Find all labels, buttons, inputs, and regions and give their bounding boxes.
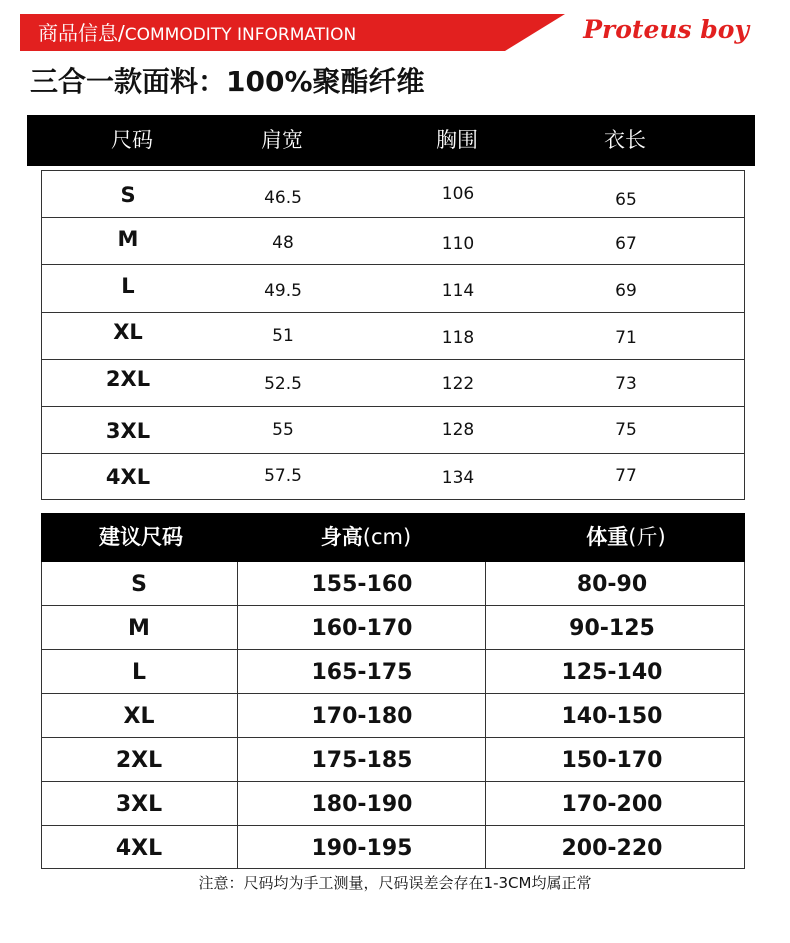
row-weight: 170-200 — [561, 792, 663, 817]
row-weight: 200-220 — [561, 836, 663, 861]
row-shoulder: 48 — [272, 233, 294, 253]
row-length: 77 — [615, 466, 637, 486]
row-shoulder: 51 — [272, 326, 294, 346]
row-length: 65 — [615, 190, 637, 210]
table-row — [42, 407, 744, 454]
table-row — [42, 738, 744, 782]
banner-title-en: COMMODITY INFORMATION — [124, 25, 357, 45]
banner-title-cn: 商品信息/ — [38, 21, 125, 45]
table-row — [42, 694, 744, 738]
measure-table-header — [27, 115, 755, 166]
row-height: 180-190 — [311, 792, 413, 817]
row-height: 170-180 — [311, 704, 413, 729]
row-size: 2XL — [115, 748, 163, 773]
header-weight-unit: (斤) — [628, 525, 666, 549]
row-shoulder: 52.5 — [264, 374, 302, 394]
row-height: 175-185 — [311, 748, 413, 773]
header-weight — [551, 513, 701, 562]
header-length: 衣长 — [604, 128, 646, 152]
row-length: 67 — [615, 234, 637, 254]
row-chest: 118 — [441, 328, 475, 348]
table-row — [42, 171, 744, 218]
measurement-note: 注意：尺码均为手工测量，尺码误差会存在1-3CM均属正常 — [198, 874, 592, 892]
row-weight: 90-125 — [569, 616, 655, 641]
table-row — [42, 782, 744, 826]
row-height: 190-195 — [311, 836, 413, 861]
row-size: L — [121, 274, 135, 298]
header-size: 尺码 — [111, 128, 153, 152]
row-height: 160-170 — [311, 616, 413, 641]
row-chest: 122 — [441, 374, 475, 394]
row-chest: 134 — [441, 468, 475, 488]
row-size: S — [120, 183, 136, 207]
row-size: L — [131, 660, 147, 685]
row-size: 3XL — [105, 419, 151, 443]
header-chest: 胸围 — [436, 128, 478, 152]
row-height: 155-160 — [311, 572, 413, 597]
row-size: M — [117, 227, 139, 251]
recommend-table-header — [41, 513, 745, 562]
header-weight-label: 体重 — [586, 525, 629, 549]
table-row — [42, 606, 744, 650]
row-shoulder: 57.5 — [264, 466, 302, 486]
banner-title — [38, 14, 356, 51]
row-weight: 125-140 — [561, 660, 663, 685]
row-size: XL — [123, 704, 155, 729]
row-length: 69 — [615, 281, 637, 301]
row-chest: 110 — [441, 234, 475, 254]
table-row — [42, 826, 744, 869]
row-length: 73 — [615, 374, 637, 394]
fabric-description: 三合一款面料：100%聚酯纤维 — [30, 65, 425, 98]
table-row — [42, 562, 744, 606]
row-shoulder: 55 — [272, 420, 294, 440]
measure-table — [41, 170, 745, 500]
table-row — [42, 218, 744, 265]
header-height-label: 身高 — [320, 525, 363, 549]
row-shoulder: 46.5 — [264, 188, 302, 208]
row-weight: 150-170 — [561, 748, 663, 773]
row-size: XL — [113, 320, 143, 344]
row-size: 4XL — [105, 465, 151, 489]
row-size: 3XL — [115, 792, 163, 817]
row-chest: 128 — [441, 420, 475, 440]
row-chest: 114 — [441, 281, 475, 301]
row-weight: 80-90 — [576, 572, 648, 597]
row-height: 165-175 — [311, 660, 413, 685]
row-length: 75 — [615, 420, 637, 440]
header-banner — [20, 14, 755, 51]
row-size: 2XL — [105, 367, 151, 391]
header-height — [291, 513, 441, 562]
row-size: M — [128, 616, 150, 641]
header-height-unit: (cm) — [362, 525, 412, 549]
table-row — [42, 313, 744, 360]
header-shoulder: 肩宽 — [261, 128, 303, 152]
table-row — [42, 265, 744, 313]
row-length: 71 — [615, 328, 637, 348]
row-size: S — [131, 572, 147, 597]
row-weight: 140-150 — [561, 704, 663, 729]
table-row — [42, 454, 744, 499]
row-size: 4XL — [115, 836, 163, 861]
table-row — [42, 360, 744, 407]
brand-logo: Proteus boy — [583, 15, 749, 44]
row-shoulder: 49.5 — [264, 281, 302, 301]
table-row — [42, 650, 744, 694]
header-recommended-size: 建议尺码 — [99, 525, 183, 549]
recommend-table — [41, 562, 745, 869]
row-chest: 106 — [441, 184, 475, 204]
